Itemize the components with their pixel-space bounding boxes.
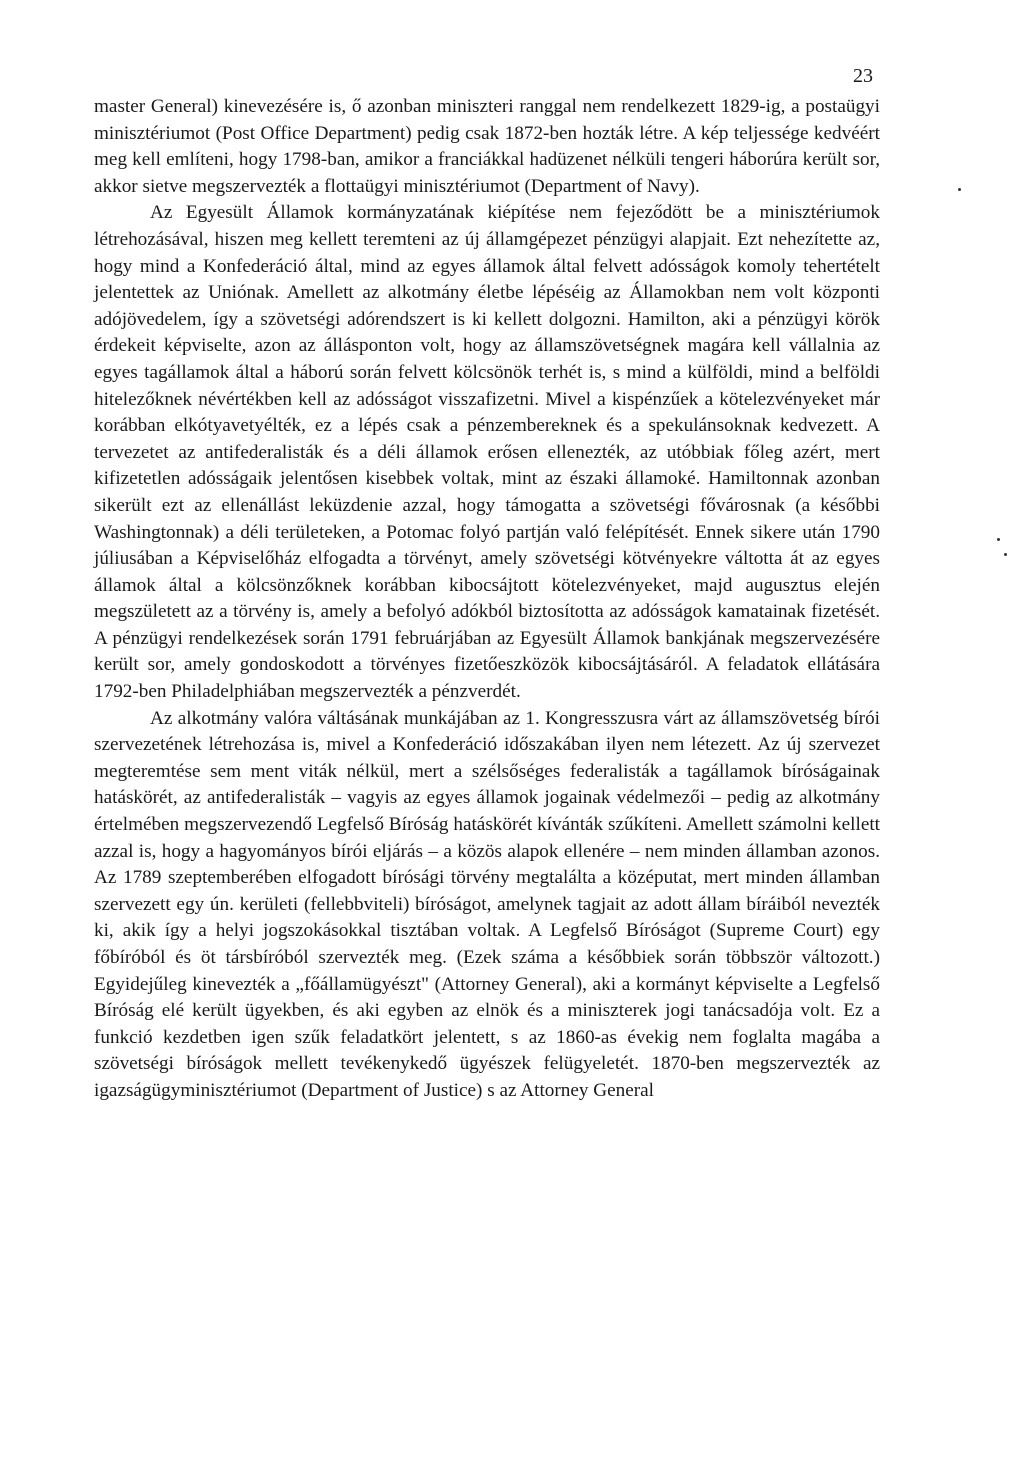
paragraph-1: master General) kinevezésére is, ő azonban miniszteri ranggal nem rendelkezett 1829-ig, a postaügyi minisztériumot (Post Office Department) pedig csak 1872-ben hozták létre. A kép teljessége kedvéért meg kell említeni, hogy 1798-ban, amikor a franciákkal hadüzenet nélküli tengeri háborúra került sor, akkor sietve megszervezték a flottaügyi minisztériumot (Department of Navy).	[94, 96, 880, 197]
scan-speck	[1004, 553, 1007, 556]
page-number: 23	[853, 65, 873, 87]
body-text	[94, 94, 880, 1105]
scan-speck	[997, 538, 1000, 541]
paragraph-3: Az alkotmány valóra váltásának munkájában az 1. Kongresszusra várt az államszövetség bírói szervezetének létrehozása is, mivel a Konfederáció időszakában ilyen nem létezett. Az új szervezet megteremtése sem ment viták nélkül, mert a szélsőséges federalisták a tagállamok bíróságainak hatáskörét, az antifederalisták – vagyis az egyes államok jogainak védelmezői – pedig az alkotmány értelmében megszervezendő Legfelső Bíróság hatáskörét kívánták szűkíteni. Amellett számolni kellett azzal is, hogy a hagyományos bírói eljárás – a közös alapok ellenére – nem minden államban azonos. Az 1789 szeptemberében elfogadott bírósági törvény megtalálta a középutat, mert minden államban szervezett egy ún. kerületi (fellebbviteli) bíróságot, amelynek tagjait az adott állam bíráiból nevezték ki, akik így a helyi jogszokásokkal tisztában voltak. A Legfelső Bíróságot (Supreme Court) egy főbíróból és öt társbíróból szervezték meg. (Ezek száma a későbbiek során többször változott.) Egyidejűleg kinevezték a „főállamügyészt" (Attorney General), aki a kormányt képviselte a Legfelső Bíróság elé került ügyekben, és aki egyben az elnök és a miniszterek jogi tanácsadója volt. Ez a funkció kezdetben igen szűk feladatkört jelentett, s az 1860-as évekig nem foglalta magába a szövetségi bíróságok mellett tevékenykedő ügyészek felügyeletét. 1870-ben megszervezték az igazságügyminisztériumot (Department of Justice) s az Attorney General	[94, 707, 880, 1101]
paragraph-2: Az Egyesült Államok kormányzatának kiépítése nem fejeződött be a minisztériumok létrehozásával, hiszen meg kellett teremteni az új államgépezet pénzügyi alapjait. Ezt nehezítette az, hogy mind a Konfederáció által, mind az egyes államok által felvett adósságok komoly tehertételt jelentettek az Uniónak. Amellett az alkotmány életbe lépéséig az Államokban nem volt központi adójövedelem, így a szövetségi adórendszert is ki kellett dolgozni. Hamilton, aki a pénzügyi körök érdekeit képviselte, azon az állásponton volt, hogy az államszövetségnek magára kell vállalnia az egyes tagállamok által a háború során felvett kölcsönök terhét is, s mind a külföldi, mind a belföldi hitelezőknek névértékben kell az adósságot visszafizetni. Mivel a kispénzűek a kötelezvényeket már korábban elkótyavetyélték, ez a lépés csak a pénzembereknek és a spekulánsoknak kedvezett. A tervezetet az antifederalisták és a déli államok erősen ellenezték, az utóbbiak főleg azért, mert kifizetetlen adósságaik jelentősen kisebbek voltak, mint az északi államoké. Hamiltonnak azonban sikerült ezt az ellenállást leküzdenie azzal, hogy támogatta a szövetségi fővárosnak (a későbbi Washingtonnak) a déli területeken, a Potomac folyó partján való felépítését. Ennek sikere után 1790 júliusában a Képviselőház elfogadta a törvényt, amely szövetségi kötvényekre váltotta át az egyes államok által a kölcsönzőknek korábban kibocsájtott kötelezvényeket, majd augusztus elején megszületett az a törvény is, amely a befolyó adókból biztosította az adósságok kamatainak fizetését. A pénzügyi rendelkezések során 1791 februárjában az Egyesült Államok bankjának megszervezésére került sor, amely gondoskodott a törvényes fizetőeszközök kibocsájtásáról. A feladatok ellátására 1792-ben Philadelphiában megszervezték a pénzverdét.	[94, 202, 880, 703]
scan-speck	[958, 188, 961, 191]
